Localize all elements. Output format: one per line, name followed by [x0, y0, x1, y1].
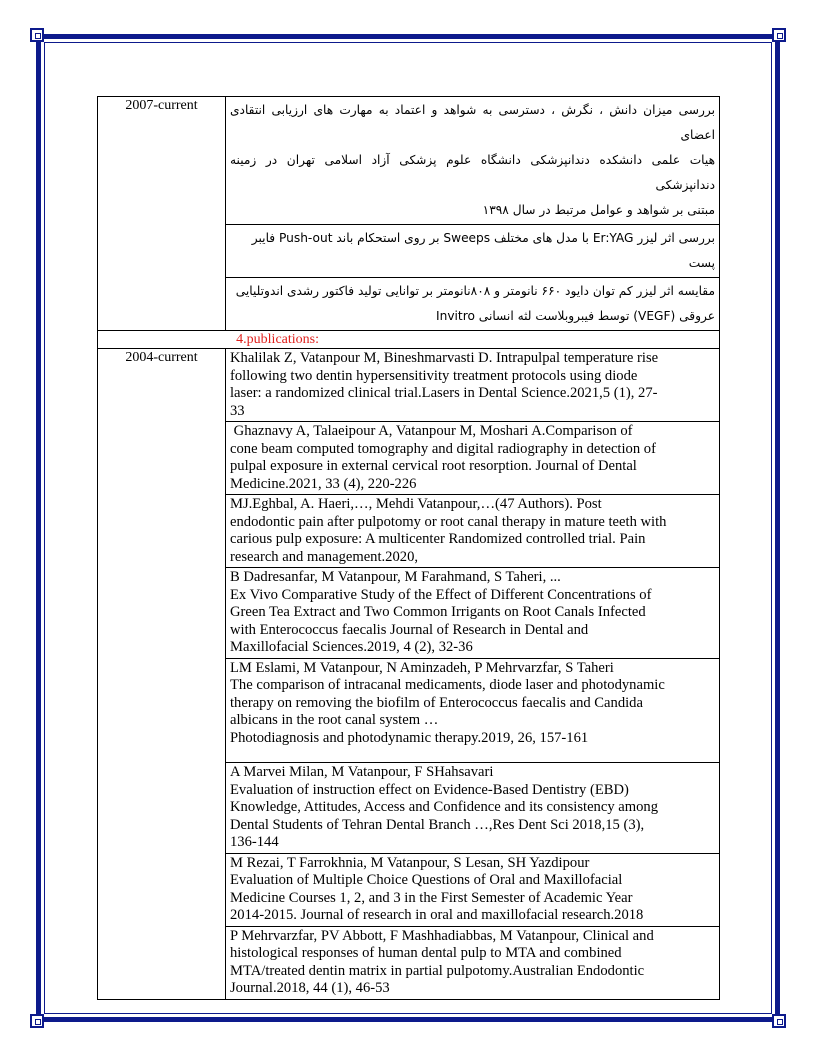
publication-item: [226, 568, 720, 659]
text-line: پست: [688, 256, 715, 270]
text-line: P Mehrvarzfar, PV Abbott, F Mashhadiabbas, M Vatanpour, Clinical and: [230, 927, 654, 944]
text-line: Medicine Courses 1, 2, and 3 in the First Semester of Academic Year: [230, 889, 633, 906]
text-line: Evaluation of Multiple Choice Questions of Oral and Maxillofacial: [230, 872, 623, 888]
research-project: [226, 97, 720, 225]
text-line: 136-144: [230, 834, 279, 850]
text-line: therapy on removing the biofilm of Enterococcus faecalis and Candida: [230, 694, 643, 711]
text-line: LM Eslami, M Vatanpour, N Aminzadeh, P Mehrvarzfar, S Taheri: [230, 659, 614, 676]
text-line: Maxillofacial Sciences.2019, 4 (2), 32-36: [230, 639, 473, 655]
publications-heading-row: [98, 331, 720, 349]
cv-table: [97, 96, 720, 1000]
publications-heading: 4.publications:: [236, 332, 319, 347]
corner-ornament-bottom-left: [30, 1014, 44, 1028]
text-line: carious pulp exposure: A multicenter Randomized controlled trial. Pain: [230, 531, 646, 547]
text-line: Journal.2018, 44 (1), 46-53: [230, 980, 390, 996]
text-line: histological responses of human dental pulp to MTA and combined: [230, 945, 622, 961]
text-line: Dental Students of Tehran Dental Branch …,Res Dent Sci 2018,15 (3),: [230, 816, 645, 833]
text-line: A Marvei Milan, M Vatanpour, F SHahsavari: [230, 764, 494, 780]
publication-item: [226, 495, 720, 568]
text-line: Photodiagnosis and photodynamic therapy.2019, 26, 157-161: [230, 729, 589, 746]
text-line: MJ.Eghbal, A. Haeri,…, Mehdi Vatanpour,…(47 Authors). Post: [230, 496, 602, 512]
research-project: [226, 225, 720, 278]
text-line: 33: [230, 402, 245, 419]
text-line: Ghaznavy A, Talaeipour A, Vatanpour M, Moshari A.Comparison of: [230, 423, 633, 439]
publication-item: [226, 658, 720, 763]
research-project: [226, 278, 720, 331]
text-line: laser: a randomized clinical trial.Lasers in Dental Science.2021,5 (1), 27-: [230, 385, 658, 401]
text-line: cone beam computed tomography and digital radiography in detection of: [230, 440, 656, 457]
text-line: MTA/treated dentin matrix in partial pulpotomy.Australian Endodontic: [230, 962, 645, 979]
text-line: Knowledge, Attitudes, Access and Confidence and its consistency among: [230, 799, 658, 815]
text-line: بررسی اثر لیزر Er:YAG با مدل های مختلف Sweeps بر روی استحکام باند Push-out فایبر: [251, 231, 715, 245]
corner-ornament-top-right: [772, 28, 786, 42]
text-line: Green Tea Extract and Two Common Irrigants on Root Canals Infected: [230, 604, 646, 620]
publication-item: [226, 763, 720, 854]
text-line: following two dentin hypersensitivity treatment protocols using diode: [230, 367, 638, 384]
research-period: 2007-current: [98, 97, 226, 331]
text-line: مقایسه اثر لیزر کم توان دایود ۶۶۰ نانومتر و ۸۰۸نانومتر بر توانایی تولید فاکتور رشدی اندوتلیایی: [235, 284, 715, 298]
research-row: [98, 97, 720, 225]
publication-item: [226, 926, 720, 999]
text-line: عروقی (VEGF) توسط فیبروبلاست لثه انسانی Invitro: [436, 309, 715, 323]
text-line: Medicine.2021, 33 (4), 220-226: [230, 475, 417, 492]
text-line: with Enterococcus faecalis Journal of Research in Dental and: [230, 621, 589, 638]
text-line: B Dadresanfar, M Vatanpour, M Farahmand, S Taheri, ...: [230, 569, 561, 585]
publication-item: [226, 349, 720, 422]
blank-line: [230, 747, 715, 761]
text-line: The comparison of intracanal medicaments, diode laser and photodynamic: [230, 677, 665, 693]
publications-period: 2004-current: [98, 349, 226, 1000]
text-line: مبتنی بر شواهد و عوامل مرتبط در سال ۱۳۹۸: [482, 203, 715, 217]
publication-item: [226, 853, 720, 926]
text-line: 2014-2015. Journal of research in oral and maxillofacial research.2018: [230, 907, 644, 923]
publication-item: [226, 422, 720, 495]
corner-ornament-top-left: [30, 28, 44, 42]
text-line: Evaluation of instruction effect on Evidence-Based Dentistry (EBD): [230, 781, 629, 798]
publication-row: [98, 349, 720, 422]
text-line: Khalilak Z, Vatanpour M, Bineshmarvasti D. Intrapulpal temperature rise: [230, 350, 659, 366]
text-line: M Rezai, T Farrokhnia, M Vatanpour, S Lesan, SH Yazdipour: [230, 854, 590, 871]
text-line: albicans in the root canal system …: [230, 712, 439, 728]
text-line: Ex Vivo Comparative Study of the Effect of Different Concentrations of: [230, 586, 652, 603]
text-line: بررسی میزان دانش ، نگرش ، دسترسی به شواهد و اعتماد به مهارت های ارزیابی انتقادی اعضای: [230, 103, 715, 142]
corner-ornament-bottom-right: [772, 1014, 786, 1028]
text-line: pulpal exposure in external cervical root resorption. Journal of Dental: [230, 458, 637, 474]
text-line: endodontic pain after pulpotomy or root canal therapy in mature teeth with: [230, 513, 667, 530]
publications-heading-cell: [98, 331, 720, 349]
text-line: research and management.2020,: [230, 548, 419, 565]
text-line: هیات علمی دانشکده دندانپزشکی دانشگاه علوم پزشکی آزاد اسلامی تهران در زمینه دندانپزشکی: [230, 153, 715, 192]
